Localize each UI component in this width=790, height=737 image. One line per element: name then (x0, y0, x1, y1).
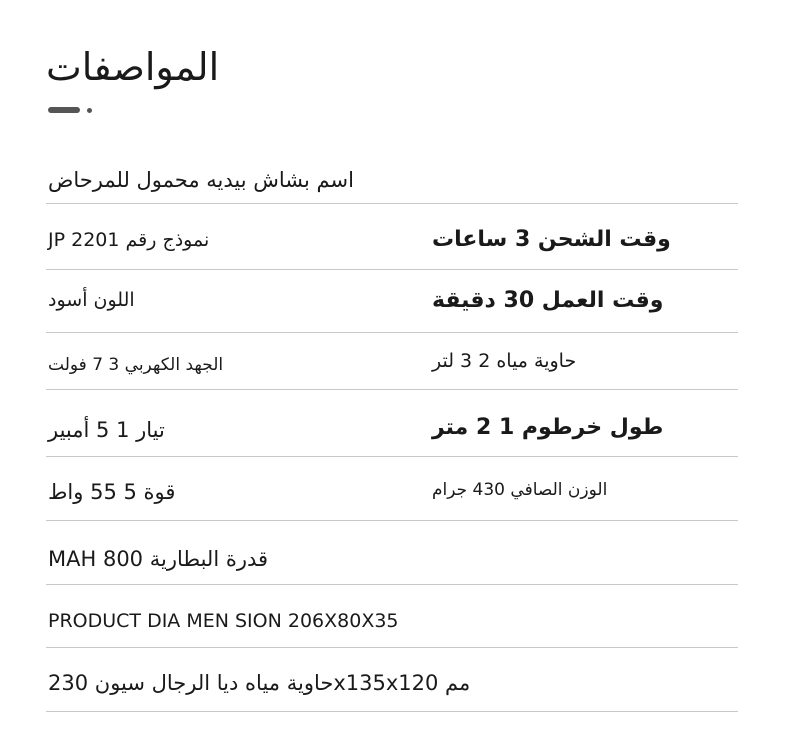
spec-product-name: اسم بشاش بيديه محمول للمرحاض (48, 168, 354, 192)
spec-power: قوة 5 55 واط (48, 480, 176, 504)
divider (46, 332, 738, 333)
spec-current: تيار 1 5 أمبير (48, 418, 165, 442)
divider (46, 647, 738, 648)
spec-charge-time: وقت الشحن 3 ساعات (432, 227, 671, 252)
divider (46, 389, 738, 390)
spec-net-weight: الوزن الصافي 430 جرام (432, 480, 608, 500)
divider (46, 456, 738, 457)
spec-tank: حاوية مياه 2 3 لتر (432, 350, 577, 372)
spec-voltage: الجهد الكهربي 3 7 فولت (48, 355, 224, 375)
page-title: المواصفات (46, 45, 220, 89)
divider (46, 711, 738, 712)
spec-work-time: وقت العمل 30 دقيقة (432, 288, 664, 313)
spec-product-dimension: PRODUCT DIA MEN SION 206X80X35 (48, 610, 399, 632)
divider (46, 520, 738, 521)
divider (46, 203, 738, 204)
spec-color: اللون أسود (48, 289, 135, 311)
spec-model: JP 2201 نموذج رقم (48, 229, 210, 251)
underline-bar (48, 107, 80, 113)
underline-dot (87, 108, 92, 113)
spec-battery: MAH قدرة البطارية 800 (48, 547, 269, 571)
title-underline-decoration (48, 107, 98, 113)
spec-dimension-mm: مم x135x120حاوية مياه ديا الرجال سيون 230 (48, 671, 471, 695)
spec-hose-length: طول خرطوم 1 2 متر (432, 415, 664, 440)
divider (46, 269, 738, 270)
divider (46, 584, 738, 585)
